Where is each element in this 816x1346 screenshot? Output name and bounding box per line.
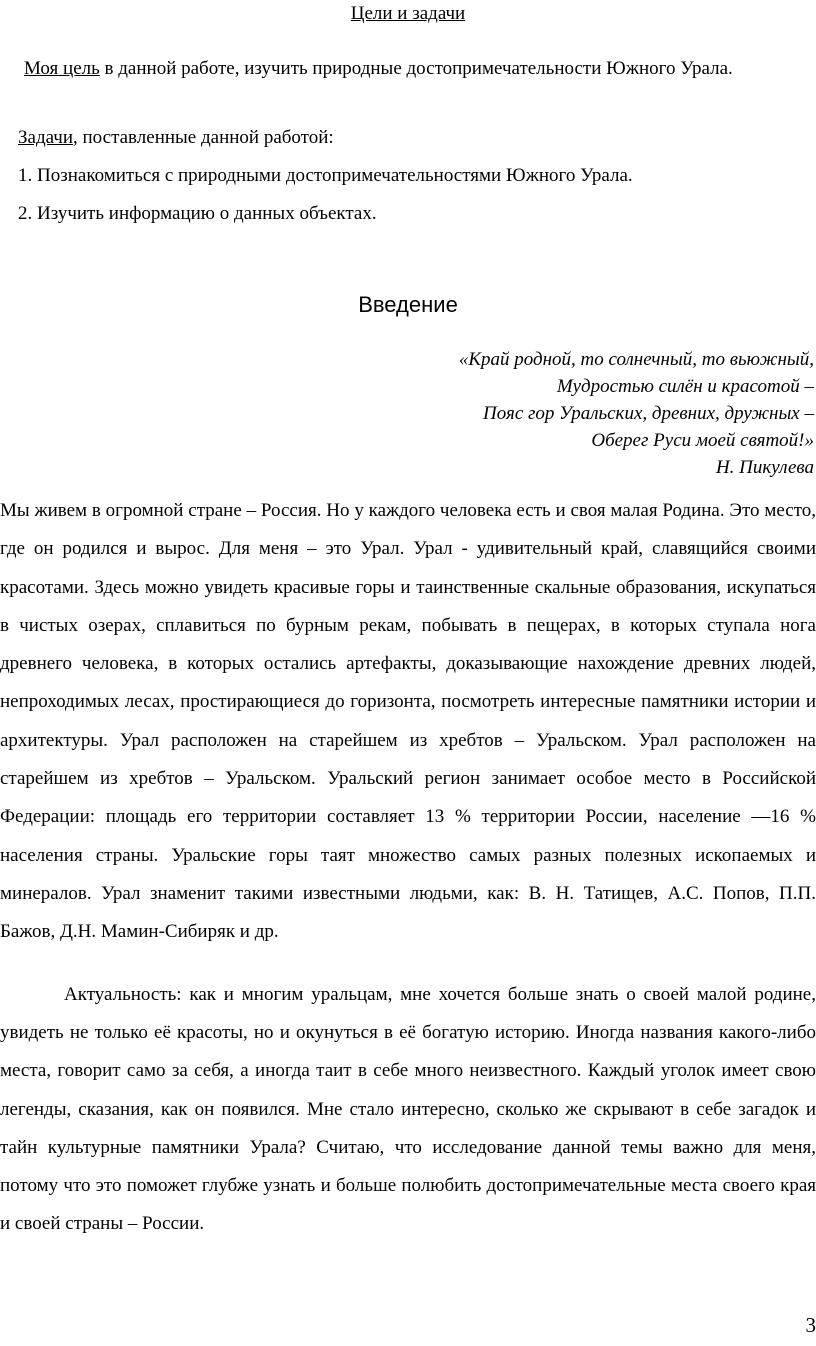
poem-line: Пояс гор Уральских, древних, дружных – bbox=[483, 403, 814, 424]
page-number: 3 bbox=[805, 1313, 816, 1337]
task-item-2: 2. Изучить информацию о данных объектах. bbox=[18, 203, 377, 224]
intro-paragraph: Мы живем в огромной стране – Россия. Но у каждого человека есть и своя малая Родина. Это место, где он родился и вырос. Для меня – это Урал. Урал - удивительный край, славящийся своими красотами. Здесь можно увидеть красивые горы и таинственные скальные образования, искупаться в чистых озерах, сплавиться по бурным рекам, побывать в пещерах, в которых ступала нога древнего человека, в которых остались артефакты, доказывающие нахождение древних людей, непроходимых лесах, простирающиеся до горизонта, посмотреть интересные памятники истории и архитектуры. Урал расположен на старейшем из хребтов – Уральском. Урал расположен на старейшем из хребтов – Уральском. Уральский регион занимает особое место в Российской Федерации: площадь его территории составляет 13 % территории России, население —16 % населения страны. Уральские горы таят множество самых разных полезных ископаемых и минералов. Урал знаменит такими известными людьми, как: В. Н. Татищев, А.С. Попов, П.П. Бажов, Д.Н. Мамин-Сибиряк и др. bbox=[0, 500, 816, 943]
task-item-1: 1. Познакомиться с природными достопримечательностями Южного Урала. bbox=[18, 165, 633, 186]
intro-title: Введение bbox=[358, 292, 458, 317]
tasks-text: , поставленные данной работой: bbox=[73, 127, 334, 148]
tasks-heading bbox=[18, 126, 334, 150]
goal-label: Моя цель bbox=[24, 58, 100, 79]
relevance-paragraph: Актуальность: как и многим уральцам, мне хочется больше знать о своей малой родине, увидеть не только её красоты, но и окунуться в её богатую историю. Иногда названия какого-либо места, говорит само за себя, а иногда таит в себе много неизвестного. Каждый уголок имеет свою легенды, сказания, как он появился. Мне стало интересно, сколько же скрывают в себе загадок и тайн культурные памятники Урала? Считаю, что исследование данной темы важно для меня, потому что это поможет глубже узнать и больше полюбить достопримечательные места своего края и своей страны – России. bbox=[0, 984, 816, 1235]
epigraph-poem bbox=[459, 346, 814, 481]
poem-line: Мудростью силён и красотой – bbox=[556, 376, 814, 397]
goal-paragraph bbox=[0, 50, 816, 88]
poem-line: «Край родной, то солнечный, то вьюжный, bbox=[458, 349, 814, 370]
goals-title: Цели и задачи bbox=[350, 3, 466, 24]
poem-line: Оберег Руси моей святой!» bbox=[591, 430, 814, 451]
poem-author: Н. Пикулева bbox=[715, 457, 814, 478]
goal-text: в данной работе, изучить природные достопримечательности Южного Урала. bbox=[99, 58, 733, 79]
tasks-label: Задачи bbox=[18, 127, 74, 148]
